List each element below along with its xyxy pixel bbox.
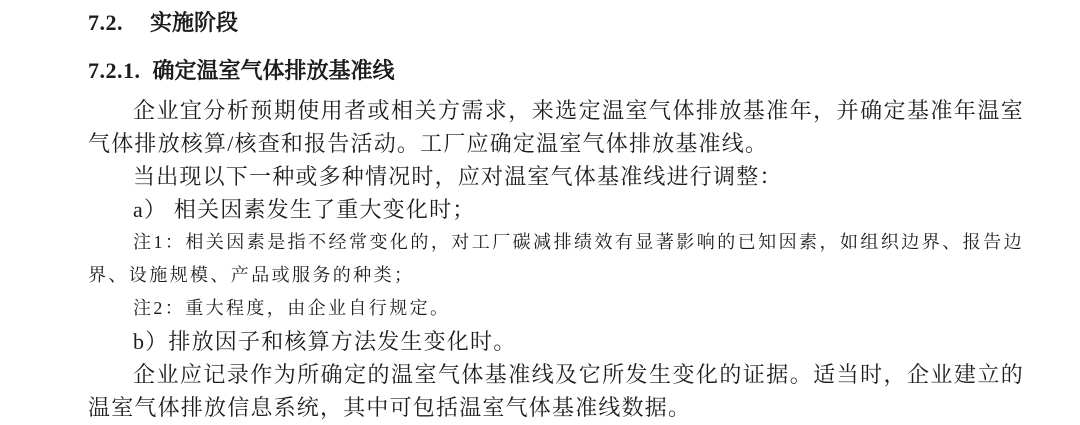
note-1-line-2: 界、设施规模、产品或服务的种类； — [88, 265, 415, 285]
list-item-a: a） 相关因素发生了重大变化时； — [133, 197, 476, 222]
subsection-title: 确定温室气体排放基准线 — [152, 58, 395, 83]
paragraph-record-line-1: 企业应记录作为所确定的温室气体基准线及它所发生变化的证据。适当时，企业建立的 — [133, 362, 1024, 387]
section-heading — [88, 10, 1024, 36]
subsection-number: 7.2.1. — [88, 58, 141, 83]
subsection-heading — [88, 58, 1024, 84]
section-title: 实施阶段 — [150, 10, 239, 35]
list-item-b: b）排放因子和核算方法发生变化时。 — [133, 329, 517, 354]
note-1-line-1: 注1：相关因素是指不经常变化的，对工厂碳减排绩效有显著影响的已知因素，如组织边界、报告边 — [133, 232, 1024, 252]
note-2: 注2：重大程度，由企业自行规定。 — [133, 298, 451, 318]
paragraph-baseline-line-1: 企业宜分析预期使用者或相关方需求，来选定温室气体排放基准年，并确定基准年温室 — [133, 98, 1024, 123]
paragraph-adjust-intro: 当出现以下一种或多种情况时，应对温室气体基准线进行调整： — [133, 164, 783, 189]
paragraph-record-line-2: 温室气体排放信息系统，其中可包括温室气体基准线数据。 — [88, 395, 692, 420]
document-content — [88, 0, 1024, 424]
section-number: 7.2. — [88, 10, 123, 35]
paragraph-baseline-line-2: 气体排放核算/核查和报告活动。工厂应确定温室气体排放基准线。 — [88, 131, 769, 156]
